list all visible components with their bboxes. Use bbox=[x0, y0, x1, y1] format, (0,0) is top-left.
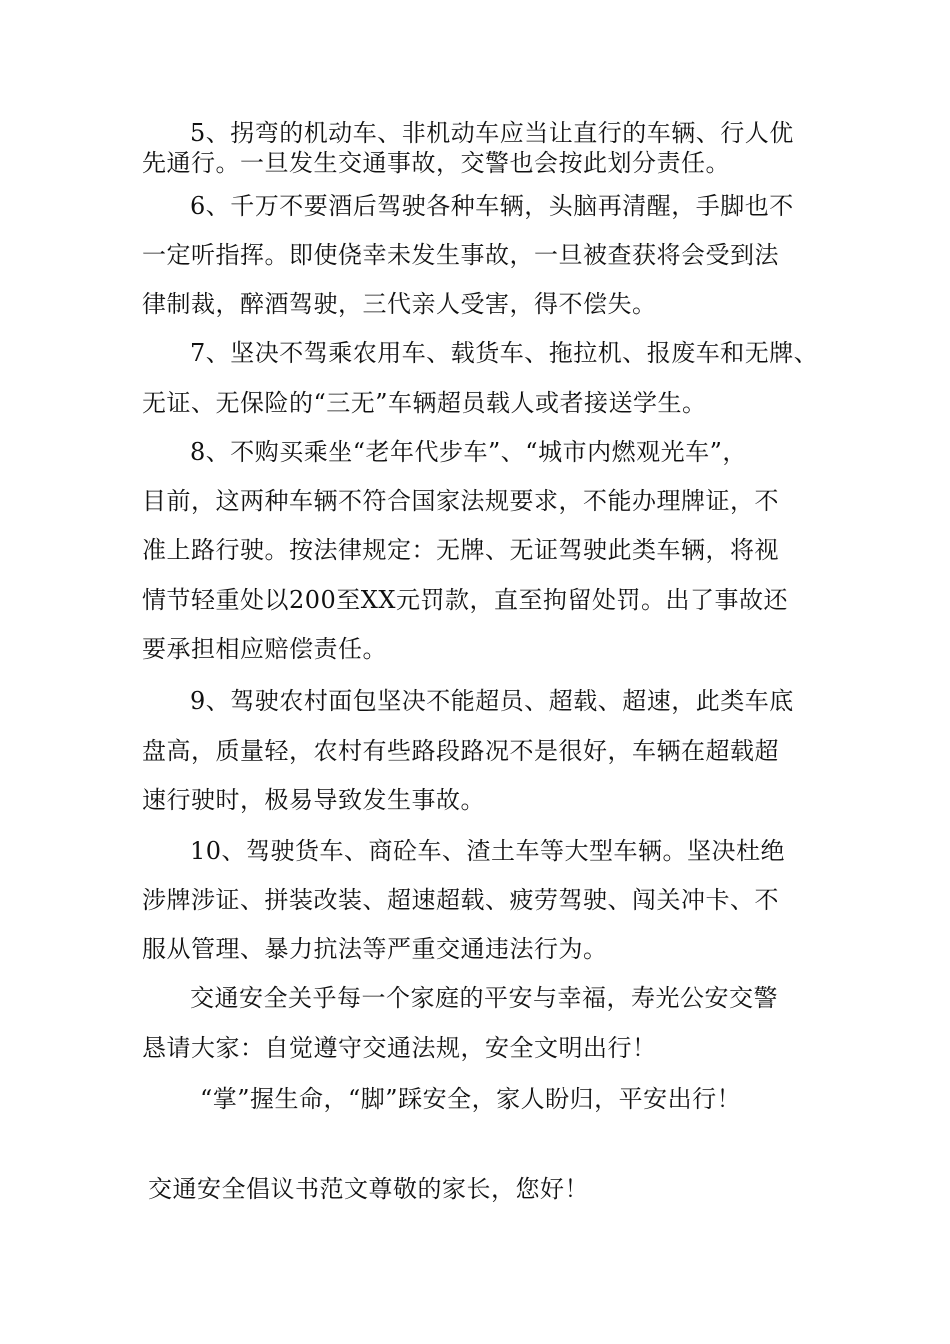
paragraph-line: 10、驾驶货车、商砼车、渣土车等大型车辆。坚决杜绝 bbox=[190, 837, 786, 865]
paragraph-line: 服从管理、暴力抗法等严重交通违法行为。 bbox=[142, 935, 608, 963]
paragraph-line: 5、拐弯的机动车、非机动车应当让直行的车辆、行人优 bbox=[190, 119, 794, 147]
paragraph-line: 先通行。一旦发生交通事故，交警也会按此划分责任。 bbox=[142, 149, 730, 177]
paragraph-line: 7、坚决不驾乘农用车、载货车、拖拉机、报废车和无牌、 bbox=[190, 339, 819, 367]
paragraph-line: 9、驾驶农村面包坚决不能超员、超载、超速，此类车底 bbox=[190, 687, 794, 715]
paragraph-line: 目前，这两种车辆不符合国家法规要求，不能办理牌证，不 bbox=[142, 487, 779, 515]
paragraph-line: 无证、无保险的“三无”车辆超员载人或者接送学生。 bbox=[142, 389, 707, 417]
paragraph-line: 情节轻重处以200至XX元罚款，直至拘留处罚。出了事故还 bbox=[142, 586, 788, 614]
closing-slogan: “掌”握生命，“脚”踩安全，家人盼归，平安出行！ bbox=[200, 1085, 742, 1113]
paragraph-line: 速行驶时，极易导致发生事故。 bbox=[142, 786, 485, 814]
paragraph-line: 盘高，质量轻，农村有些路段路况不是很好，车辆在超载超 bbox=[142, 737, 779, 765]
paragraph-line: 恳请大家：自觉遵守交通法规，安全文明出行！ bbox=[142, 1034, 657, 1062]
paragraph-line: 6、千万不要酒后驾驶各种车辆，头脑再清醒，手脚也不 bbox=[190, 192, 794, 220]
paragraph-line: 8、不购买乘坐“老年代步车”、“城市内燃观光车”， bbox=[190, 438, 747, 466]
paragraph-line: 交通安全关乎每一个家庭的平安与幸福，寿光公安交警 bbox=[190, 984, 778, 1012]
paragraph-line: 要承担相应赔偿责任。 bbox=[142, 635, 387, 663]
paragraph-line: 一定听指挥。即使侥幸未发生事故，一旦被查获将会受到法 bbox=[142, 241, 779, 269]
paragraph-line: 准上路行驶。按法律规定：无牌、无证驾驶此类车辆，将视 bbox=[142, 536, 779, 564]
paragraph-line: 涉牌涉证、拼装改装、超速超载、疲劳驾驶、闯关冲卡、不 bbox=[142, 886, 779, 914]
next-document-title: 交通安全倡议书范文尊敬的家长，您好！ bbox=[148, 1175, 589, 1203]
paragraph-line: 律制裁，醉酒驾驶，三代亲人受害，得不偿失。 bbox=[142, 290, 657, 318]
